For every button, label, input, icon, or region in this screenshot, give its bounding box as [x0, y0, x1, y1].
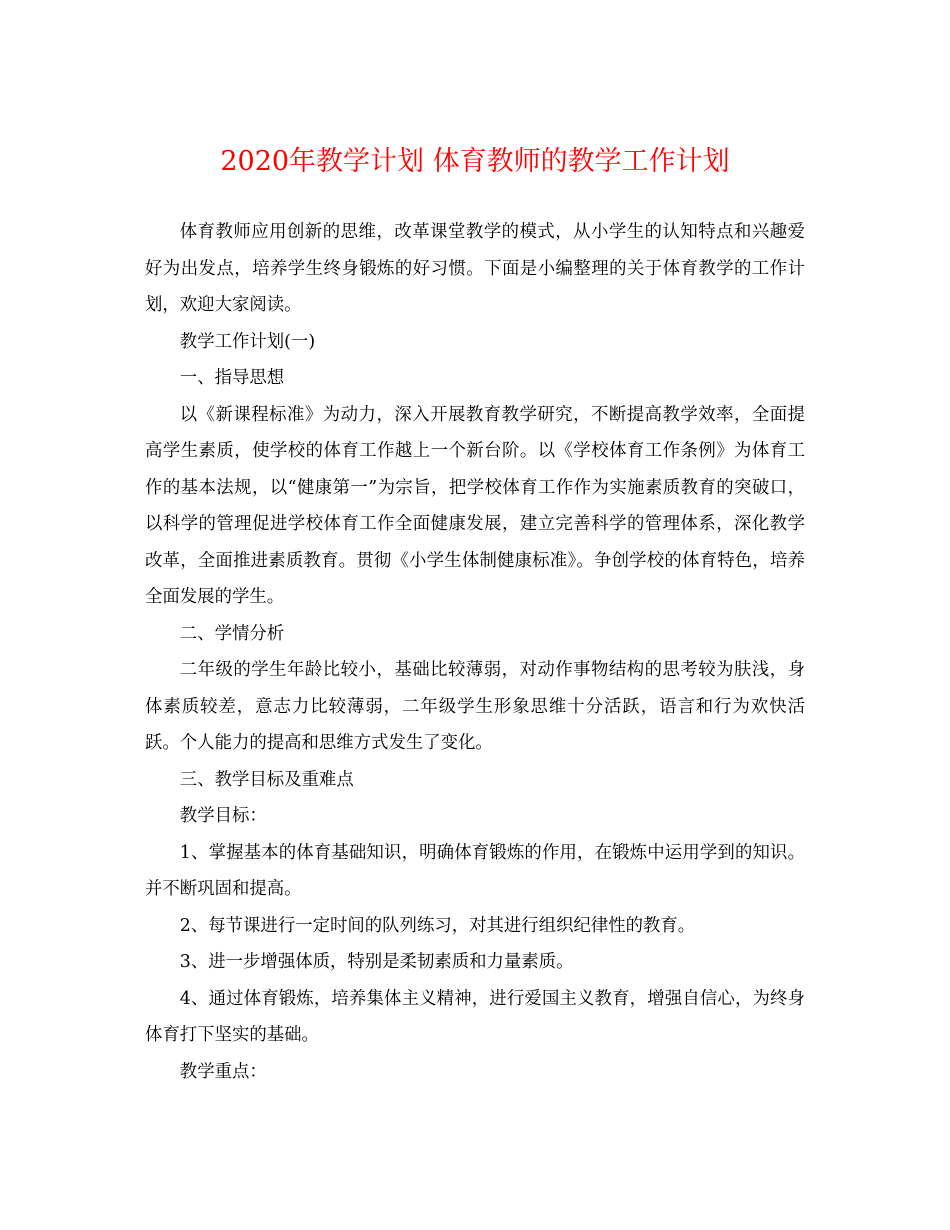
section-heading-student-analysis: 二、学情分析: [179, 623, 285, 644]
goal-item-3: 3、进一步增强体质，特别是柔韧素质和力量素质。: [179, 952, 574, 972]
document-body: [145, 214, 805, 1090]
guiding-thought-paragraph: 以《新课程标准》为动力，深入开展教育教学研究，不断提高教学效率，全面提高学生素质，使学校的体育工作越上一个新台阶。以《学校体育工作条例》为体育工作的基本法规，以“健康第一”为宗旨，把学校体育工作作为实施素质教育的突破口，以科学的管理促进学校体育工作全面健康发展，建立完善科学的管理体系，深化教学改革，全面推进素质教育。贯彻《小学生体制健康标准》。争创学校的体育特色，培养全面发展的学生。: [145, 404, 805, 607]
document-title: 2020年教学计划 体育教师的教学工作计划: [220, 146, 730, 177]
plan-heading: 教学工作计划(一): [179, 331, 316, 352]
goal-item-2: 2、每节课进行一定时间的队列练习，对其进行组织纪律性的教育。: [179, 915, 696, 936]
teaching-goals-label: 教学目标：: [179, 806, 267, 826]
goal-item-1: 1、掌握基本的体育基础知识，明确体育锻炼的作用，在锻炼中运用学到的知识。并不断巩固和提高。: [145, 842, 805, 899]
goal-item-4: 4、通过体育锻炼，培养集体主义精神，进行爱国主义教育，增强自信心，为终身体育打下坚实的基础。: [145, 988, 805, 1045]
intro-paragraph: 体育教师应用创新的思维，改革课堂教学的模式，从小学生的认知特点和兴趣爱好为出发点，培养学生终身锻炼的好习惯。下面是小编整理的关于体育教学的工作计划，欢迎大家阅读。: [145, 222, 805, 315]
student-analysis-paragraph: 二年级的学生年龄比较小，基础比较薄弱，对动作事物结构的思考较为肤浅，身体素质较差，意志力比较薄弱，二年级学生形象思维十分活跃，语言和行为欢快活跃。个人能力的提高和思维方式发生了变化。: [145, 660, 805, 753]
section-heading-guiding-thought: 一、指导思想: [179, 368, 285, 388]
teaching-focus-label: 教学重点：: [179, 1061, 267, 1082]
section-heading-goals: 三、教学目标及重难点: [179, 769, 354, 790]
